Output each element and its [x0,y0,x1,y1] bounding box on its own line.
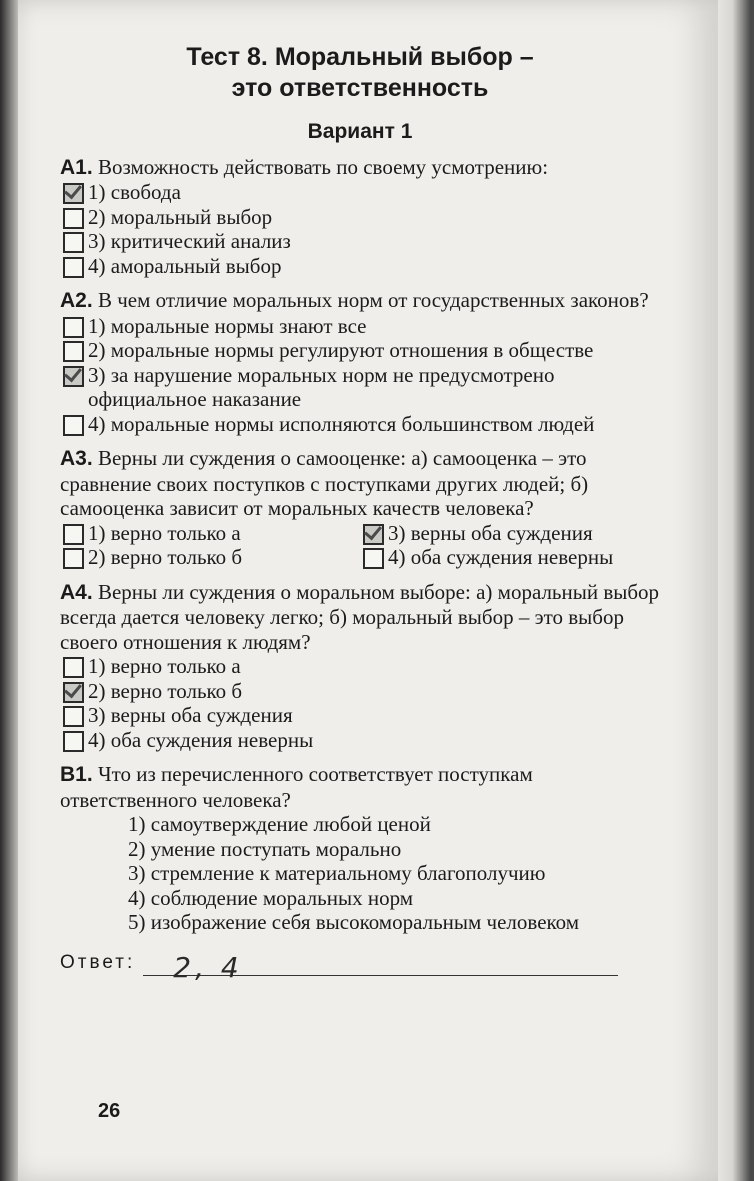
answer-option[interactable] [360,545,660,570]
question-text: Верны ли суждения о самооценке: а) самооценка – это сравнение своих поступков с поступками других людей; б) самооценка зависит от моральных качеств человека? [60,446,589,520]
option-label: 2) верно только б [88,545,243,569]
answer-option[interactable] [60,363,660,412]
option-label: 2) верно только б [88,678,243,703]
checkbox-icon[interactable] [63,232,84,253]
answer-row [60,949,660,984]
question-text: Что из перечисленного соответствует поступкам ответственного человека? [60,762,533,812]
answer-option[interactable] [60,728,660,753]
test-title [60,42,660,104]
answer-field[interactable] [143,949,618,984]
checkbox-checked-icon[interactable] [63,183,84,204]
question-a2 [60,288,660,436]
test-title-line-2: это ответственность [231,74,489,102]
answer-option[interactable] [60,412,660,437]
option-label: 3) за нарушение моральных норм не предусмотрено официальное наказание [88,362,555,411]
option-label: 3) верны оба суждения [388,520,593,545]
checkbox-checked-icon[interactable] [63,682,84,703]
question-a3 [60,446,660,570]
page-edge [718,0,754,1181]
answer-option[interactable] [60,229,660,254]
question-text: В чем отличие моральных норм от государственных законов? [97,288,649,312]
checkbox-icon[interactable] [63,706,84,727]
list-item: 2) умение поступать морально [128,836,402,861]
option-label: 1) верно только а [88,520,241,545]
option-label: 1) верно только а [88,654,241,678]
checkbox-checked-icon[interactable] [363,524,384,545]
question-number: А4. [60,580,93,604]
question-a2-prompt [60,288,660,314]
answer-option[interactable] [60,654,660,679]
answer-option[interactable] [60,254,660,279]
question-number: А3. [60,447,93,470]
option-label: 1) свобода [88,180,181,204]
answer-label: Ответ: [60,952,136,973]
option-label: 1) моральные нормы знают все [88,313,367,338]
option-label: 4) моральные нормы исполняются большинством людей [88,411,595,436]
checkbox-checked-icon[interactable] [63,366,84,387]
option-label: 2) моральный выбор [88,204,273,229]
option-label: 3) критический анализ [88,229,291,253]
answer-option[interactable] [60,314,660,339]
checkbox-icon[interactable] [63,657,84,678]
question-b1 [60,762,660,935]
checkbox-icon[interactable] [63,341,84,362]
question-text: Возможность действовать по своему усмотрению: [97,154,549,179]
answer-option[interactable] [60,703,660,728]
options-row [60,545,660,570]
question-number: А1. [60,155,93,179]
page-number: 26 [98,1100,121,1122]
list-item: 5) изображение себя высокоморальным человеком [128,910,580,934]
answer-option[interactable] [60,180,660,205]
list-item: 3) стремление к материальному благополучию [128,861,546,885]
option-label: 4) оба суждения неверны [88,727,314,752]
checkbox-icon[interactable] [63,317,84,338]
answer-option[interactable] [60,545,360,570]
question-number: А2. [60,289,93,312]
page-content [60,38,660,984]
question-a4-prompt [60,580,660,655]
checkbox-icon[interactable] [63,208,84,229]
checkbox-icon[interactable] [63,548,84,569]
answer-option[interactable] [60,521,360,546]
answer-option[interactable] [60,205,660,230]
question-text: Верны ли суждения о моральном выборе: а) моральный выбор всегда дается человеку легко; б) моральный выбор – это выбор своего отношения к людям? [60,579,660,654]
test-title-line-1: Тест 8. Моральный выбор – [186,43,534,71]
options-row [60,521,660,546]
checkbox-icon[interactable] [63,524,84,545]
checkbox-icon[interactable] [63,415,84,436]
checkbox-icon[interactable] [63,257,84,278]
question-a1 [60,155,660,279]
list-item: 1) самоутверждение любой ценой [128,812,431,836]
answer-option[interactable] [360,521,660,546]
list-item: 4) соблюдение моральных норм [128,885,414,910]
answer-option[interactable] [60,679,660,704]
handwritten-answer: 2, 4 [173,951,243,984]
question-a1-prompt [60,155,660,181]
question-number: В1. [60,763,93,786]
option-label: 2) моральные нормы регулируют отношения в обществе [88,338,594,362]
question-a4 [60,580,660,753]
answer-option[interactable] [60,338,660,363]
checkbox-icon[interactable] [63,731,84,752]
option-label: 3) верны оба суждения [88,703,293,727]
checkbox-icon[interactable] [363,548,384,569]
book-spine-shadow [0,0,18,1181]
option-label: 4) аморальный выбор [88,253,282,278]
option-label: 4) оба суждения неверны [388,545,614,569]
question-a3-prompt [60,446,660,521]
question-b1-prompt [60,762,660,812]
variant-heading: Вариант 1 [307,120,413,143]
